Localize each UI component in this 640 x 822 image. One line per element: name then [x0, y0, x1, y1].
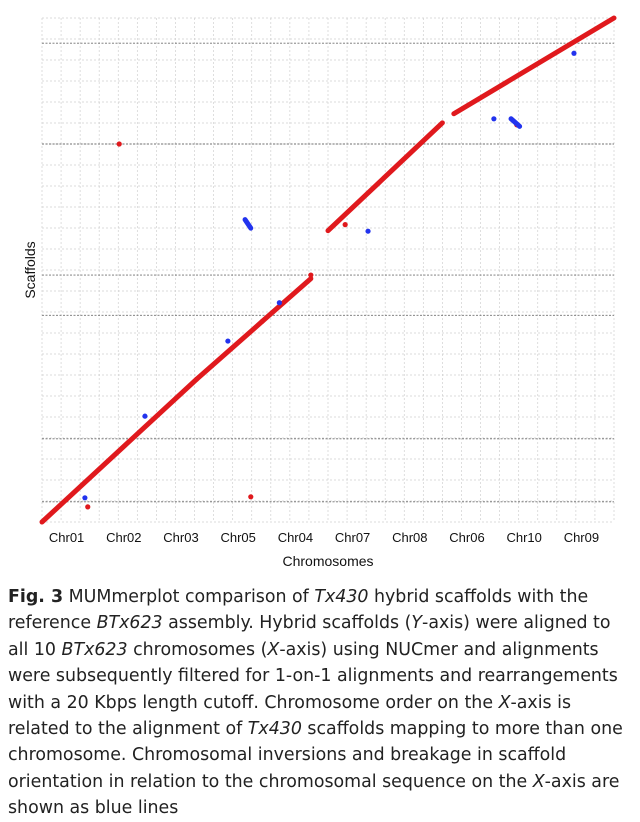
caption-segment: chromosomes ( [127, 639, 268, 660]
caption-segment: BTx623 [96, 613, 163, 634]
alignment-point [343, 222, 348, 227]
alignment-segment [454, 18, 614, 114]
x-axis-label: Chromosomes [282, 553, 374, 569]
caption-segment: hybrid scaffolds with the reference [8, 587, 589, 634]
caption-segment: scaffolds mapping to more than one chromosome. Chromosomal inversions and breakage in scaffold orientation in relation to the chromosomal sequence on the [8, 719, 623, 792]
alignment-point [571, 51, 576, 56]
caption-segment: BTx623 [61, 639, 128, 660]
x-tick-label: Chr05 [220, 530, 256, 545]
x-tick-label: Chr06 [449, 530, 485, 545]
alignment-segment [42, 379, 196, 522]
caption-segment: assembly. Hybrid scaffolds ( [162, 613, 412, 634]
caption-segment: X [267, 639, 280, 660]
alignment-segment [245, 220, 251, 229]
alignment-point [308, 272, 313, 277]
figure-caption [8, 584, 632, 822]
x-tick-label: Chr02 [106, 530, 142, 545]
grid-lines [42, 18, 614, 522]
caption-segment: -axis) using NUCmer and alignments were subsequently filtered for 1-on-1 alignments and rearrangements with a 20 Kbps length cutoff. Chromosome order on the [8, 639, 618, 713]
alignment-point [365, 229, 370, 234]
alignment-segment [196, 321, 262, 379]
x-tick-label: Chr07 [334, 530, 371, 545]
caption-segment: -axis is related to the alignment of [8, 692, 572, 740]
alignment-point [85, 504, 90, 509]
y-axis-label: Scaffolds [22, 241, 38, 299]
caption-segment: Tx430 [314, 587, 369, 607]
alignment-point [117, 141, 122, 146]
alignment-segment [262, 279, 311, 322]
caption-segment: Y [411, 613, 423, 634]
alignment-point [248, 494, 253, 499]
alignment-point [225, 338, 230, 343]
x-tick-label: Chr01 [48, 530, 85, 545]
alignment-point [277, 300, 282, 305]
x-tick-label: Chr08 [392, 530, 428, 545]
x-tick-label: Chr10 [506, 530, 542, 545]
caption-segment: X [498, 692, 511, 713]
x-tick-label: Chr04 [277, 530, 314, 545]
caption-segment: MUMmerplot comparison of [63, 587, 315, 607]
caption-segment: -axis) were aligned to all 10 [8, 613, 611, 660]
x-tick-label: Chr03 [163, 530, 199, 545]
alignment-point [82, 495, 87, 500]
caption-segment: X [532, 771, 545, 792]
figure-label: Fig. 3 [8, 587, 64, 607]
x-tick-label: Chr09 [563, 530, 600, 545]
caption-text [8, 587, 623, 818]
caption-segment: -axis are shown as blue lines [8, 771, 620, 819]
caption-segment: Tx430 [247, 719, 302, 740]
alignment-point [142, 414, 147, 419]
alignment-point [491, 116, 496, 121]
x-tick-labels [49, 530, 599, 545]
